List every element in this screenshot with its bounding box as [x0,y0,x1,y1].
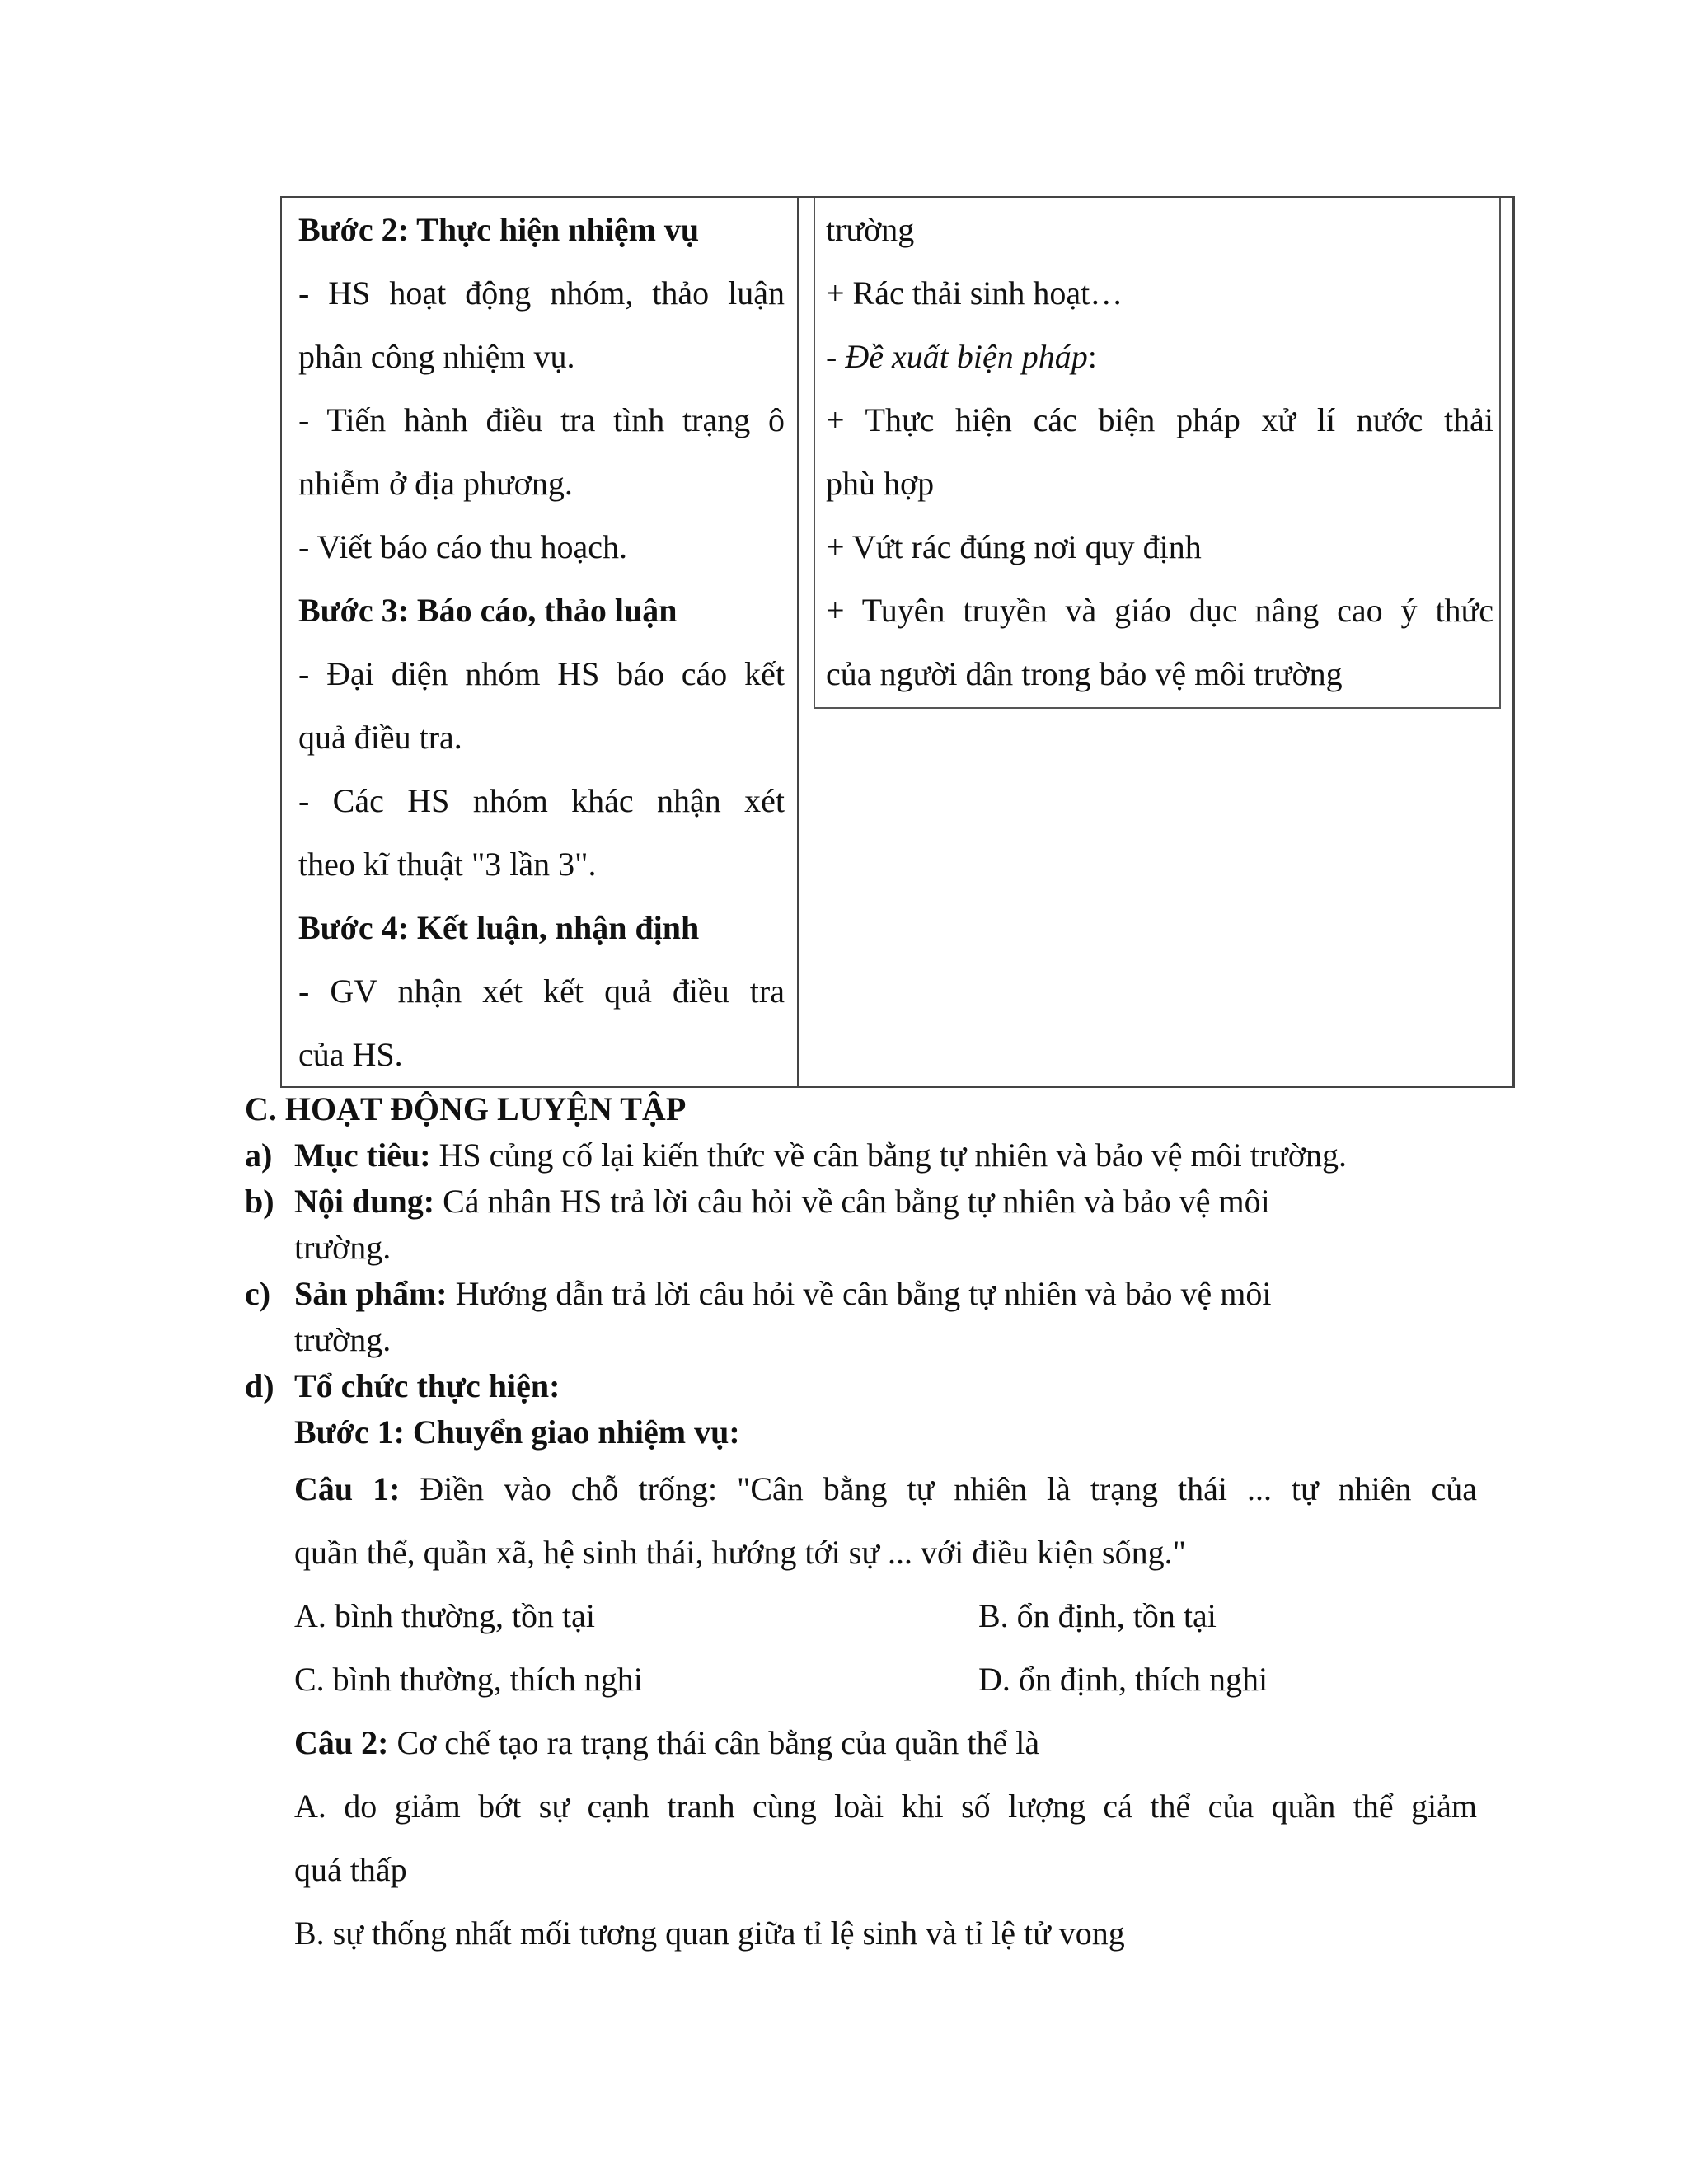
proposal-colon: : [1087,338,1097,375]
practice-section [245,1086,1531,1455]
table-right-border [1512,198,1513,1086]
question-1 [294,1457,1477,1521]
question-2-text: Cơ chế tạo ra trạng thái cân bằng của quần thể là [388,1724,1040,1761]
section-heading: C. HOẠT ĐỘNG LUYỆN TẬP [245,1090,687,1127]
table-right-line: + Rác thải sinh hoạt… [826,274,1123,312]
question-2-option-a-cont: quá thấp [294,1851,407,1888]
step-1-row [245,1409,1531,1455]
question-1-option-b: B. ổn định, tồn tại [978,1597,1217,1634]
step-2-heading: Bước 2: Thực hiện nhiệm vụ [298,211,700,248]
item-c-body: Hướng dẫn trả lời câu hỏi về cân bằng tự nhiên và bảo vệ môi [447,1275,1272,1312]
table-right-line: + Vứt rác đúng nơi quy định [826,528,1202,565]
item-a-marker: a) [245,1137,273,1174]
step-3-heading: Bước 3: Báo cáo, thảo luận [298,592,678,629]
step-1-heading: Bước 1: Chuyển giao nhiệm vụ: [294,1413,740,1451]
question-1-text: Điền vào chỗ trống: "Cân bằng tự nhiên là trạng thái ... tự nhiên của [400,1470,1478,1507]
item-c [245,1271,1531,1317]
item-d [245,1363,1531,1409]
item-a-text [294,1132,1347,1179]
table-right-line: phù hợp [826,465,935,502]
item-c-label: Sản phẩm: [294,1275,448,1312]
table-left-line: - Các HS nhóm khác nhận xét [298,782,785,819]
item-a-label: Mục tiêu: [294,1137,431,1174]
item-b [245,1179,1531,1225]
question-2-option-b: B. sự thống nhất mối tương quan giữa tỉ lệ sinh và tỉ lệ tử vong [294,1915,1125,1952]
questions-block [294,1457,1477,1965]
question-2-label: Câu 2: [294,1724,389,1761]
item-c-text [294,1271,1271,1317]
step-4-heading: Bước 4: Kết luận, nhận định [298,909,700,946]
question-1-option-c: C. bình thường, thích nghi [294,1661,643,1698]
table-left-line: - GV nhận xét kết quả điều tra [298,972,785,1010]
question-1-option-a: A. bình thường, tồn tại [294,1597,596,1634]
item-a-body: HS củng cố lại kiến thức về cân bằng tự nhiên và bảo vệ môi trường. [430,1137,1347,1174]
item-b-cont-text: trường. [294,1229,392,1266]
table-left-line: phân công nhiệm vụ. [298,338,575,375]
table-right-line: + Tuyên truyền và giáo dục nâng cao ý thức [826,592,1493,629]
item-b-text [294,1179,1270,1225]
table-left-line: - Viết báo cáo thu hoạch. [298,528,627,565]
item-d-label: Tổ chức thực hiện: [294,1367,560,1404]
item-c-cont-text: trường. [294,1321,392,1358]
activity-table [280,196,1515,1088]
question-2-option-a: A. do giảm bớt sự cạnh tranh cùng loài khi số lượng cá thể của quần thể giảm [294,1788,1477,1825]
table-right-column [826,198,1493,705]
table-right-line: trường [826,211,915,248]
table-left-line: - Tiến hành điều tra tình trạng ô [298,401,785,438]
item-b-marker: b) [245,1183,274,1220]
question-1-options-cd [294,1647,1477,1711]
table-left-column [298,198,785,1086]
item-a [245,1132,1531,1179]
table-right-line: + Thực hiện các biện pháp xử lí nước thải [826,401,1493,438]
table-right-line [826,325,1493,388]
item-d-marker: d) [245,1367,274,1404]
table-left-line: - HS hoạt động nhóm, thảo luận [298,274,785,312]
table-left-line: nhiễm ở địa phương. [298,465,573,502]
question-1-label: Câu 1: [294,1470,401,1507]
question-1-option-d: D. ổn định, thích nghi [978,1661,1268,1698]
item-c-marker: c) [245,1275,271,1312]
table-left-line: theo kĩ thuật "3 lần 3". [298,846,597,883]
proposal-label: - Đề xuất biện pháp [826,338,1088,375]
table-left-line: của HS. [298,1036,403,1073]
item-b-continuation [245,1225,1531,1271]
item-c-continuation [245,1317,1531,1363]
item-b-body: Cá nhân HS trả lời câu hỏi về cân bằng tự nhiên và bảo vệ môi [434,1183,1270,1220]
table-right-line: của người dân trong bảo vệ môi trường [826,655,1343,692]
table-column-divider [797,198,799,1086]
question-1-options-ab [294,1584,1477,1647]
question-1-continuation: quần thể, quần xã, hệ sinh thái, hướng tới sự ... với điều kiện sống." [294,1534,1186,1571]
table-left-line: quả điều tra. [298,719,462,756]
table-left-line: - Đại diện nhóm HS báo cáo kết [298,655,785,692]
question-2 [294,1711,1477,1774]
item-b-label: Nội dung: [294,1183,435,1220]
